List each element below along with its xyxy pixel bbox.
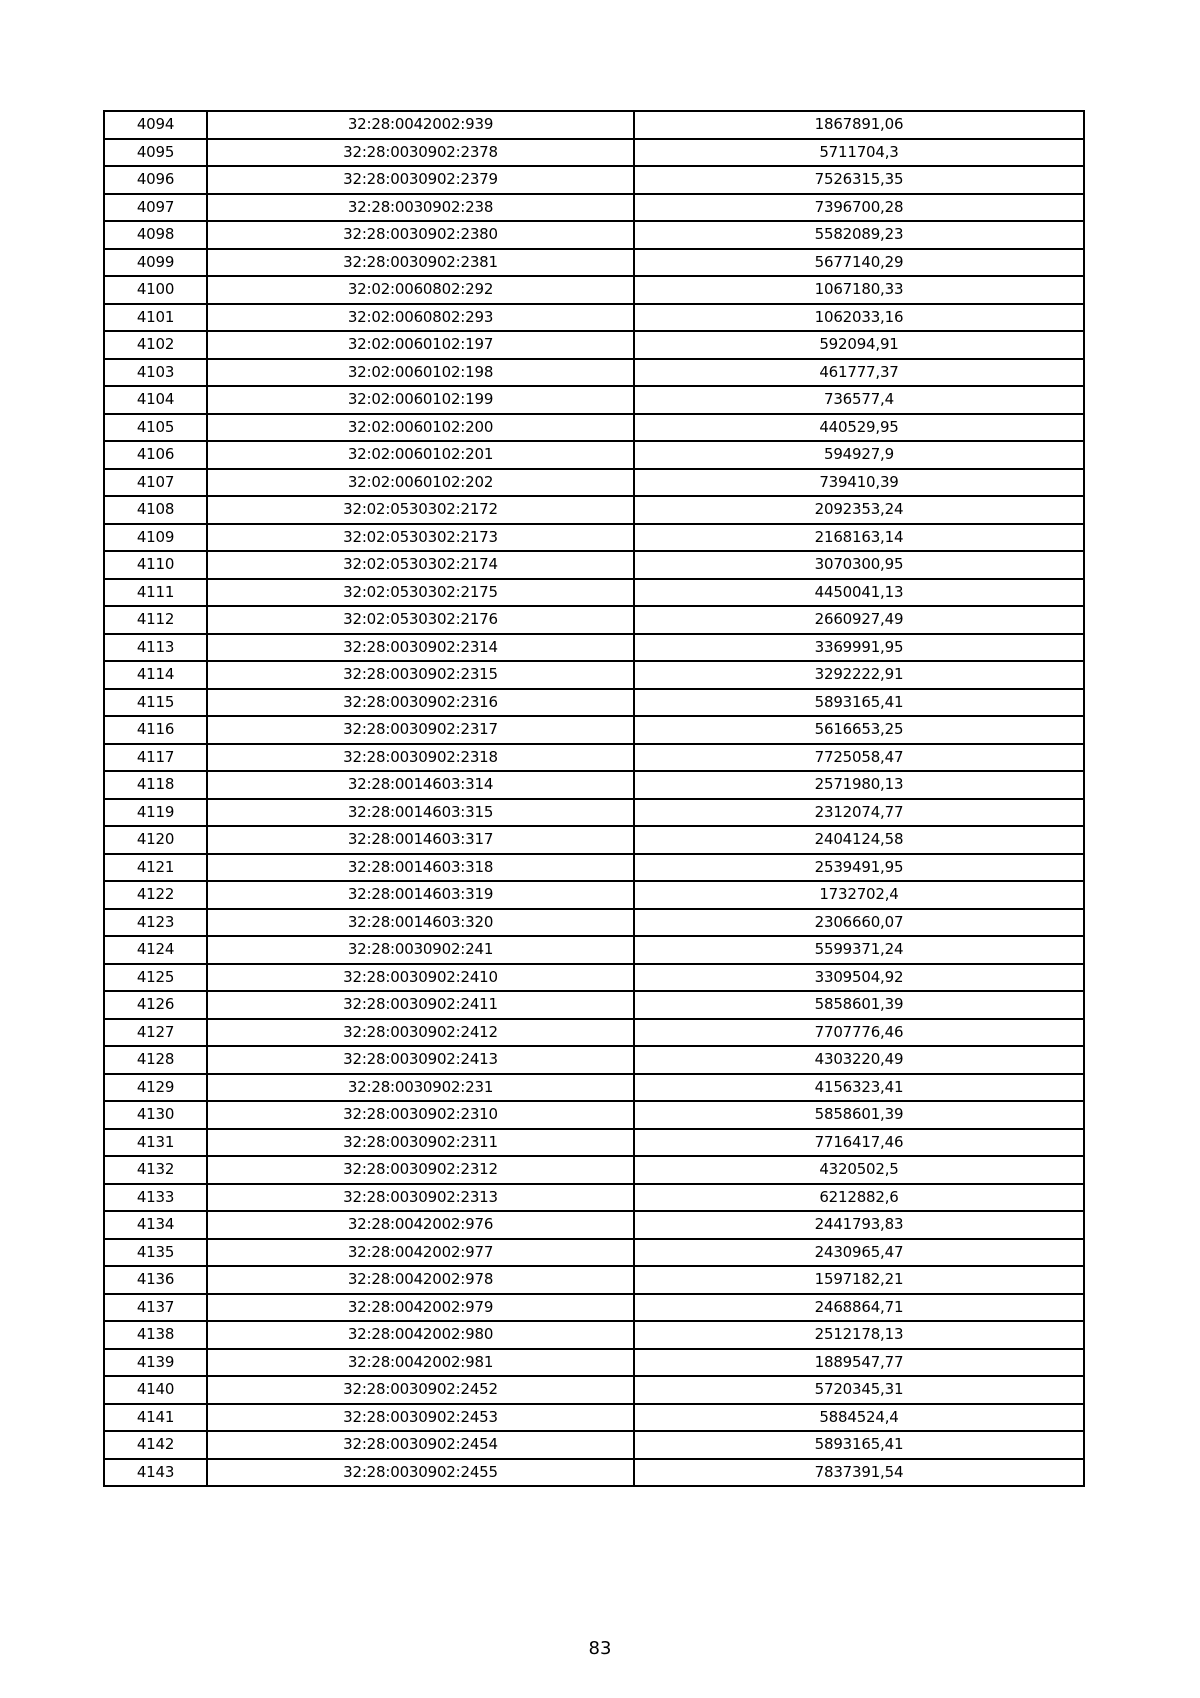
value-cell: 739410,39 [634,469,1084,497]
row-number-cell: 4114 [104,661,207,689]
value-cell: 2571980,13 [634,771,1084,799]
table-row [104,221,1084,249]
row-number-cell: 4106 [104,441,207,469]
row-number-cell: 4104 [104,386,207,414]
table-row [104,1129,1084,1157]
cadastral-number-cell: 32:28:0030902:2310 [207,1101,634,1129]
cadastral-number-cell: 32:28:0030902:2412 [207,1019,634,1047]
value-cell: 461777,37 [634,359,1084,387]
row-number-cell: 4143 [104,1459,207,1487]
value-cell: 1067180,33 [634,276,1084,304]
value-cell: 3292222,91 [634,661,1084,689]
row-number-cell: 4128 [104,1046,207,1074]
value-cell: 1062033,16 [634,304,1084,332]
row-number-cell: 4094 [104,111,207,139]
value-cell: 4156323,41 [634,1074,1084,1102]
table-row [104,1459,1084,1487]
table-row [104,524,1084,552]
row-number-cell: 4109 [104,524,207,552]
table-row [104,194,1084,222]
cadastral-number-cell: 32:28:0030902:2315 [207,661,634,689]
value-cell: 5616653,25 [634,716,1084,744]
row-number-cell: 4134 [104,1211,207,1239]
value-cell: 2404124,58 [634,826,1084,854]
cadastral-number-cell: 32:02:0060102:197 [207,331,634,359]
value-cell: 7837391,54 [634,1459,1084,1487]
value-cell: 7526315,35 [634,166,1084,194]
cadastral-number-cell: 32:28:0042002:978 [207,1266,634,1294]
row-number-cell: 4122 [104,881,207,909]
value-cell: 2092353,24 [634,496,1084,524]
table-row [104,249,1084,277]
value-cell: 2441793,83 [634,1211,1084,1239]
value-cell: 3369991,95 [634,634,1084,662]
value-cell: 2312074,77 [634,799,1084,827]
value-cell: 2660927,49 [634,606,1084,634]
table-row [104,139,1084,167]
value-cell: 7396700,28 [634,194,1084,222]
row-number-cell: 4135 [104,1239,207,1267]
cadastral-number-cell: 32:28:0030902:2410 [207,964,634,992]
value-cell: 5582089,23 [634,221,1084,249]
row-number-cell: 4142 [104,1431,207,1459]
cadastral-number-cell: 32:28:0030902:2452 [207,1376,634,1404]
table-row [104,579,1084,607]
cadastral-number-cell: 32:28:0030902:2380 [207,221,634,249]
cadastral-number-cell: 32:02:0530302:2173 [207,524,634,552]
value-cell: 1867891,06 [634,111,1084,139]
table-row [104,744,1084,772]
row-number-cell: 4140 [104,1376,207,1404]
table-row [104,1101,1084,1129]
value-cell: 2539491,95 [634,854,1084,882]
value-cell: 1597182,21 [634,1266,1084,1294]
row-number-cell: 4123 [104,909,207,937]
value-cell: 736577,4 [634,386,1084,414]
cadastral-number-cell: 32:28:0042002:939 [207,111,634,139]
value-cell: 4320502,5 [634,1156,1084,1184]
cadastral-number-cell: 32:02:0060102:202 [207,469,634,497]
cadastral-number-cell: 32:28:0042002:980 [207,1321,634,1349]
table-row [104,469,1084,497]
cadastral-number-cell: 32:02:0530302:2172 [207,496,634,524]
cadastral-number-cell: 32:02:0060802:293 [207,304,634,332]
cadastral-number-cell: 32:28:0030902:2317 [207,716,634,744]
cadastral-number-cell: 32:28:0030902:2455 [207,1459,634,1487]
value-cell: 3070300,95 [634,551,1084,579]
row-number-cell: 4108 [104,496,207,524]
cadastral-number-cell: 32:28:0014603:320 [207,909,634,937]
page-number: 83 [588,1638,612,1659]
row-number-cell: 4127 [104,1019,207,1047]
table-row [104,551,1084,579]
row-number-cell: 4131 [104,1129,207,1157]
cadastral-number-cell: 32:02:0060102:199 [207,386,634,414]
row-number-cell: 4098 [104,221,207,249]
table-row [104,1376,1084,1404]
value-cell: 2168163,14 [634,524,1084,552]
table-row [104,1074,1084,1102]
cadastral-number-cell: 32:28:0030902:2378 [207,139,634,167]
value-cell: 4450041,13 [634,579,1084,607]
table-row [104,1321,1084,1349]
row-number-cell: 4102 [104,331,207,359]
cadastral-number-cell: 32:28:0042002:976 [207,1211,634,1239]
table-row [104,826,1084,854]
table-row [104,689,1084,717]
row-number-cell: 4120 [104,826,207,854]
table-row [104,441,1084,469]
row-number-cell: 4096 [104,166,207,194]
value-cell: 4303220,49 [634,1046,1084,1074]
value-cell: 5893165,41 [634,689,1084,717]
table-row [104,1431,1084,1459]
cadastral-number-cell: 32:28:0030902:241 [207,936,634,964]
table-row [104,304,1084,332]
table-body [104,111,1084,1486]
value-cell: 5677140,29 [634,249,1084,277]
value-cell: 2306660,07 [634,909,1084,937]
row-number-cell: 4133 [104,1184,207,1212]
value-cell: 5893165,41 [634,1431,1084,1459]
value-cell: 2468864,71 [634,1294,1084,1322]
value-cell: 5599371,24 [634,936,1084,964]
table-row [104,634,1084,662]
row-number-cell: 4100 [104,276,207,304]
cadastral-number-cell: 32:28:0014603:317 [207,826,634,854]
table-row [104,1156,1084,1184]
row-number-cell: 4107 [104,469,207,497]
cadastral-number-cell: 32:28:0030902:2318 [207,744,634,772]
cadastral-number-cell: 32:28:0030902:231 [207,1074,634,1102]
table-row [104,1019,1084,1047]
table-row [104,276,1084,304]
table-row [104,771,1084,799]
row-number-cell: 4110 [104,551,207,579]
table-row [104,359,1084,387]
value-cell: 594927,9 [634,441,1084,469]
table-row [104,1211,1084,1239]
cadastral-number-cell: 32:28:0030902:2413 [207,1046,634,1074]
cadastral-number-cell: 32:28:0030902:2454 [207,1431,634,1459]
value-cell: 2512178,13 [634,1321,1084,1349]
row-number-cell: 4112 [104,606,207,634]
value-cell: 5884524,4 [634,1404,1084,1432]
table-row [104,991,1084,1019]
cadastral-number-cell: 32:28:0014603:315 [207,799,634,827]
cadastral-number-cell: 32:28:0030902:2381 [207,249,634,277]
table-row [104,854,1084,882]
table-row [104,386,1084,414]
row-number-cell: 4101 [104,304,207,332]
table-row [104,936,1084,964]
cadastral-number-cell: 32:28:0042002:977 [207,1239,634,1267]
row-number-cell: 4105 [104,414,207,442]
row-number-cell: 4095 [104,139,207,167]
cadastral-number-cell: 32:28:0030902:2379 [207,166,634,194]
value-cell: 5711704,3 [634,139,1084,167]
row-number-cell: 4118 [104,771,207,799]
value-cell: 6212882,6 [634,1184,1084,1212]
table-row [104,799,1084,827]
row-number-cell: 4124 [104,936,207,964]
cadastral-number-cell: 32:02:0530302:2176 [207,606,634,634]
row-number-cell: 4113 [104,634,207,662]
table-row [104,1184,1084,1212]
value-cell: 7707776,46 [634,1019,1084,1047]
row-number-cell: 4119 [104,799,207,827]
cadastral-number-cell: 32:28:0014603:318 [207,854,634,882]
row-number-cell: 4103 [104,359,207,387]
value-cell: 1889547,77 [634,1349,1084,1377]
cadastral-number-cell: 32:28:0014603:314 [207,771,634,799]
table-row [104,414,1084,442]
value-cell: 7716417,46 [634,1129,1084,1157]
table-row [104,606,1084,634]
value-cell: 3309504,92 [634,964,1084,992]
row-number-cell: 4097 [104,194,207,222]
table-row [104,909,1084,937]
cadastral-number-cell: 32:02:0060802:292 [207,276,634,304]
table-row [104,881,1084,909]
value-cell: 5720345,31 [634,1376,1084,1404]
row-number-cell: 4126 [104,991,207,1019]
table-row [104,1266,1084,1294]
table-row [104,496,1084,524]
cadastral-number-cell: 32:28:0030902:2311 [207,1129,634,1157]
cadastral-value-table [103,110,1085,1487]
cadastral-number-cell: 32:28:0030902:2316 [207,689,634,717]
row-number-cell: 4121 [104,854,207,882]
row-number-cell: 4137 [104,1294,207,1322]
cadastral-number-cell: 32:28:0030902:2411 [207,991,634,1019]
cadastral-number-cell: 32:02:0060102:201 [207,441,634,469]
table-row [104,1404,1084,1432]
value-cell: 2430965,47 [634,1239,1084,1267]
row-number-cell: 4099 [104,249,207,277]
row-number-cell: 4125 [104,964,207,992]
cadastral-number-cell: 32:28:0030902:2453 [207,1404,634,1432]
value-cell: 7725058,47 [634,744,1084,772]
cadastral-number-cell: 32:28:0014603:319 [207,881,634,909]
row-number-cell: 4115 [104,689,207,717]
table-row [104,1239,1084,1267]
cadastral-number-cell: 32:02:0060102:198 [207,359,634,387]
table-row [104,1046,1084,1074]
value-cell: 592094,91 [634,331,1084,359]
cadastral-number-cell: 32:28:0030902:2313 [207,1184,634,1212]
table-row [104,661,1084,689]
table-row [104,111,1084,139]
table-row [104,1294,1084,1322]
table-row [104,166,1084,194]
value-cell: 440529,95 [634,414,1084,442]
value-cell: 1732702,4 [634,881,1084,909]
row-number-cell: 4139 [104,1349,207,1377]
cadastral-number-cell: 32:28:0030902:2314 [207,634,634,662]
row-number-cell: 4141 [104,1404,207,1432]
cadastral-number-cell: 32:28:0030902:238 [207,194,634,222]
cadastral-number-cell: 32:02:0060102:200 [207,414,634,442]
row-number-cell: 4138 [104,1321,207,1349]
row-number-cell: 4111 [104,579,207,607]
row-number-cell: 4136 [104,1266,207,1294]
cadastral-number-cell: 32:28:0042002:979 [207,1294,634,1322]
table-row [104,1349,1084,1377]
row-number-cell: 4116 [104,716,207,744]
cadastral-number-cell: 32:02:0530302:2174 [207,551,634,579]
value-cell: 5858601,39 [634,1101,1084,1129]
table-row [104,716,1084,744]
table-row [104,331,1084,359]
table-row [104,964,1084,992]
row-number-cell: 4132 [104,1156,207,1184]
value-cell: 5858601,39 [634,991,1084,1019]
row-number-cell: 4130 [104,1101,207,1129]
row-number-cell: 4129 [104,1074,207,1102]
row-number-cell: 4117 [104,744,207,772]
cadastral-number-cell: 32:28:0030902:2312 [207,1156,634,1184]
cadastral-number-cell: 32:28:0042002:981 [207,1349,634,1377]
cadastral-number-cell: 32:02:0530302:2175 [207,579,634,607]
